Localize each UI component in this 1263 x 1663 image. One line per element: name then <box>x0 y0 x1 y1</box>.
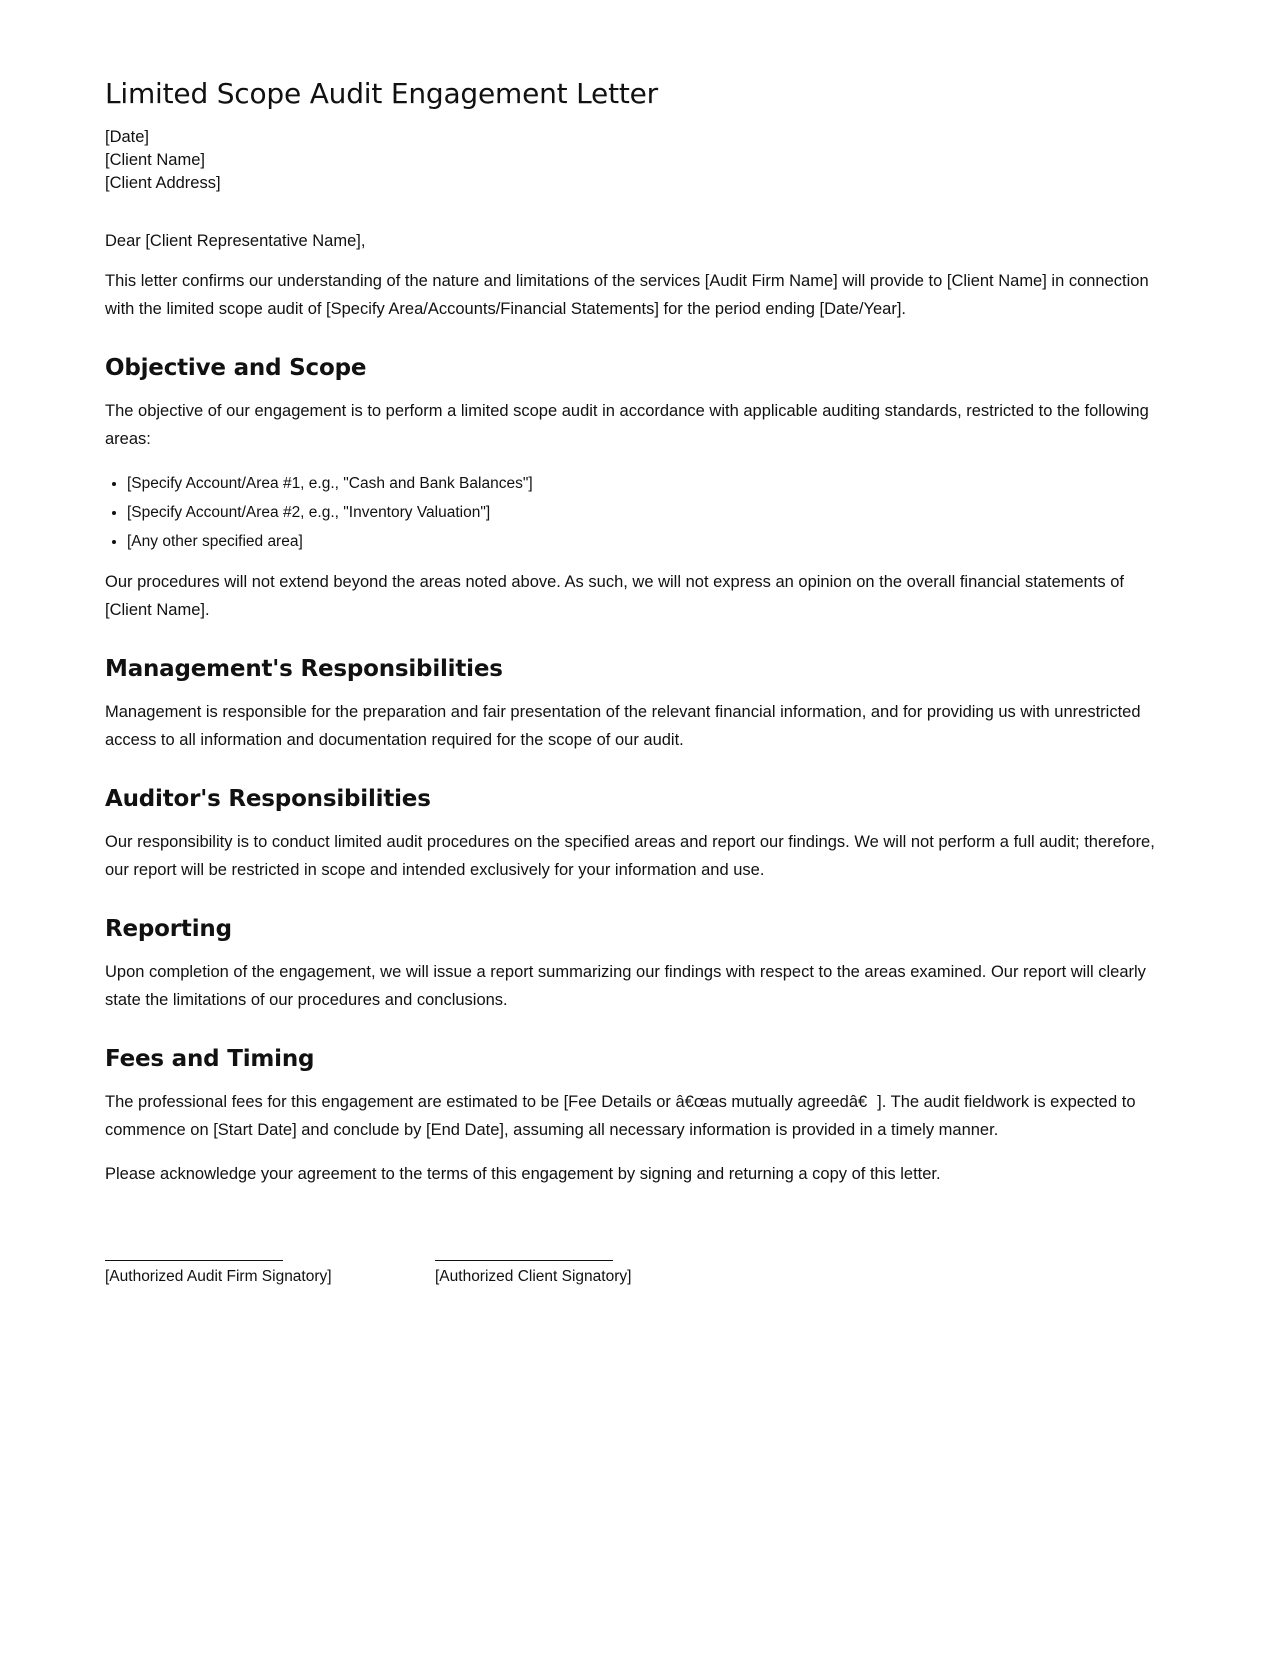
objective-heading: Objective and Scope <box>105 355 367 381</box>
objective-paragraph: The objective of our engagement is to perform a limited scope audit in accordance with applicable auditing standards, restricted to the following areas: <box>105 402 1149 448</box>
page-title: Limited Scope Audit Engagement Letter <box>105 77 658 110</box>
client-signature <box>435 1244 765 1288</box>
firm-signatory-label: [Authorized Audit Firm Signatory] <box>105 1268 332 1285</box>
list-item: • [Any other specified area] <box>127 527 1163 556</box>
date-line: [Date] <box>105 128 150 146</box>
auditor-paragraph: Our responsibility is to conduct limited audit procedures on the specified areas and report our findings. We will not perform a full audit; therefore, our report will be restricted in scope and intended exclusively for your information and use. <box>105 833 1155 879</box>
management-heading: Management's Responsibilities <box>105 656 503 682</box>
signature-block <box>105 1244 1163 1288</box>
fees-heading: Fees and Timing <box>105 1046 315 1072</box>
intro-paragraph: This letter confirms our understanding of the nature and limitations of the services [Audit Firm Name] will provide to [Client Name] in connection with the limited scope audit of [Specify Area/Accounts/Financial Statements] for the period ending [Date/Year]. <box>105 272 1149 318</box>
list-item: • [Specify Account/Area #2, e.g., "Inventory Valuation"] <box>127 498 1163 527</box>
client-name-line: [Client Name] <box>105 151 205 169</box>
fees-paragraph: The professional fees for this engagement are estimated to be [Fee Details or â€œas mutually agreedâ€]. The audit fieldwork is expected to commence on [Start Date] and conclude by [End Date], assuming all necessary information is provided in a timely manner. <box>105 1093 1136 1139</box>
objective-closing-paragraph: Our procedures will not extend beyond the areas noted above. As such, we will not express an opinion on the overall financial statements of [Client Name]. <box>105 573 1125 619</box>
client-signatory-label: [Authorized Client Signatory] <box>435 1268 632 1285</box>
address-block <box>105 126 1163 195</box>
management-paragraph: Management is responsible for the preparation and fair presentation of the relevant financial information, and for providing us with unrestricted access to all information and documentation required for the scope of our audit. <box>105 703 1141 749</box>
scope-list <box>105 469 1163 556</box>
reporting-heading: Reporting <box>105 916 232 942</box>
acknowledgement-paragraph: Please acknowledge your agreement to the terms of this engagement by signing and returning a copy of this letter. <box>105 1165 941 1183</box>
reporting-paragraph: Upon completion of the engagement, we will issue a report summarizing our findings with respect to the areas examined. Our report will clearly state the limitations of our procedures and conclusions. <box>105 963 1146 1009</box>
client-signature-line <box>435 1244 613 1261</box>
auditor-heading: Auditor's Responsibilities <box>105 786 431 812</box>
firm-signature <box>105 1244 435 1288</box>
list-item: • [Specify Account/Area #1, e.g., "Cash and Bank Balances"] <box>127 469 1163 498</box>
firm-signature-line <box>105 1244 283 1261</box>
client-address-line: [Client Address] <box>105 174 221 192</box>
salutation: Dear [Client Representative Name], <box>105 232 366 250</box>
